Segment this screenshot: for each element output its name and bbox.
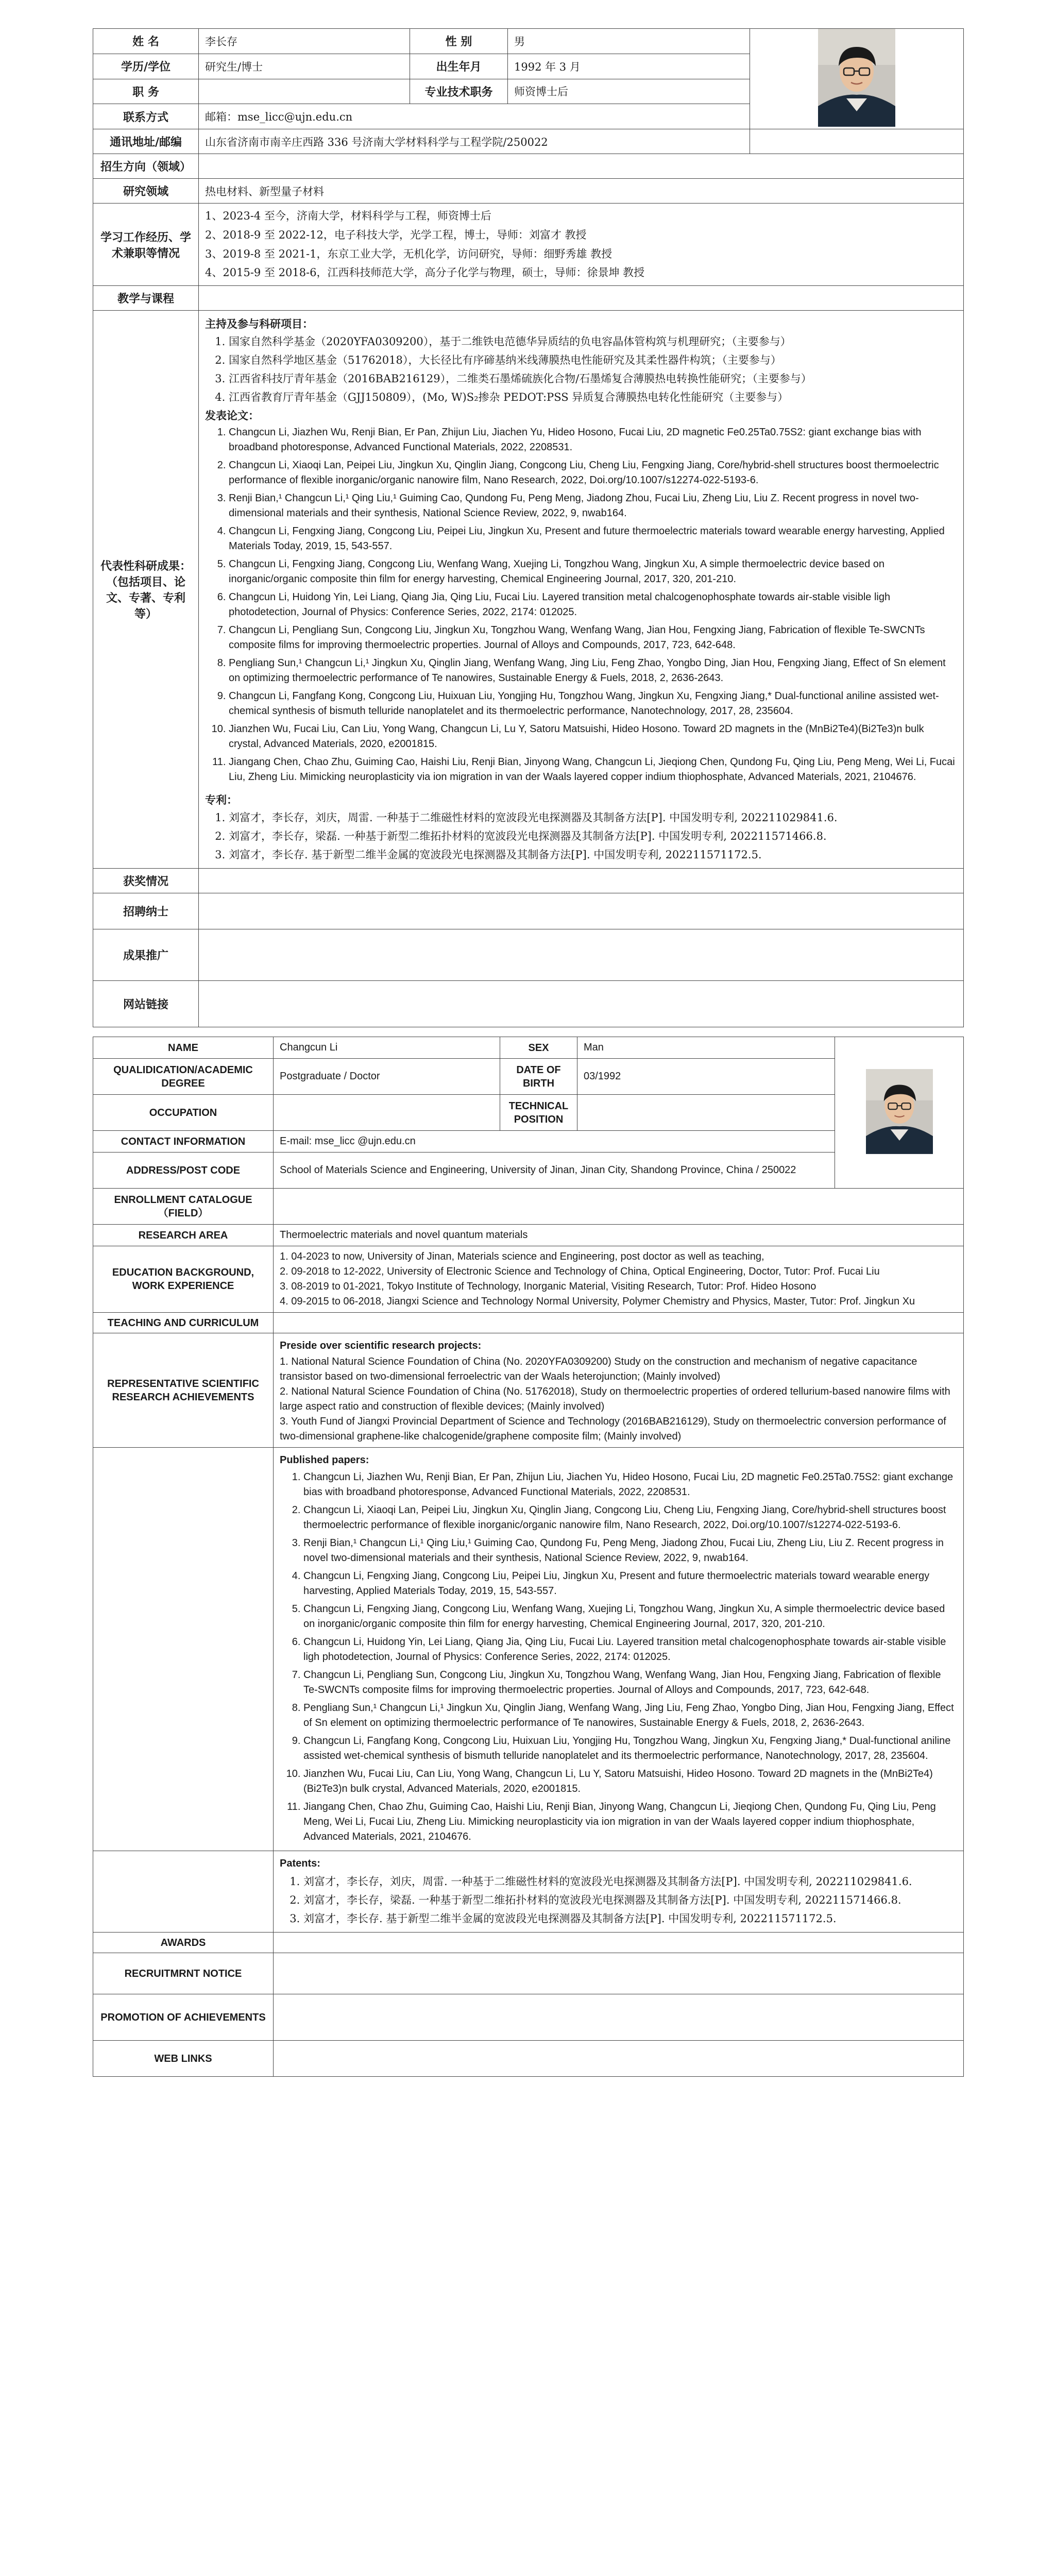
cn-blank-cell bbox=[750, 129, 964, 154]
cn-enroll-label: 招生方向（领域） bbox=[93, 154, 199, 179]
cn-paper-item: 3. Renji Bian,¹ Changcun Li,¹ Qing Liu,¹ Guiming Cao, Qundong Fu, Peng Meng, Jiadong Zhou, Fucai Liu, Zheng Liu, Liu Z. Recent progress in novel two-dimensional materials and their synthesis, National Science Review, 2022, 9, nwab164. bbox=[229, 491, 957, 521]
cn-gender-value: 男 bbox=[508, 29, 750, 54]
en-degree-value: Postgraduate / Doctor bbox=[274, 1059, 500, 1095]
en-papers-list bbox=[280, 1470, 957, 1844]
cn-papers-title: 发表论文： bbox=[205, 409, 259, 422]
cn-title-value bbox=[199, 79, 410, 104]
cn-patent-item: 2. 刘富才，李长存，梁磊. 一种基于新型二维拓扑材料的宽波段光电探测器及其制备方法[P]. 中国发明专利, 202211571466.8. bbox=[229, 828, 957, 843]
cn-links-value bbox=[199, 981, 964, 1027]
en-paper-item: 7. Changcun Li, Pengliang Sun, Congcong Liu, Jingkun Xu, Tongzhou Wang, Wenfang Wang, Jian Hou, Fengxing Jiang, Fabrication of flexible Te-SWCNTs composite films for improving thermoelectric properties. Journal of Alloys and Compounds, 2017, 723, 642-648. bbox=[303, 1668, 957, 1698]
en-paper-item: 8. Pengliang Sun,¹ Changcun Li,¹ Jingkun Xu, Qinglin Jiang, Wenfang Wang, Jing Liu, Feng Zhao, Yongbo Ding, Jian Hou, Fengxing Jiang, Effect of Sn element on optimizing thermoelectric performance of Te nanowires, Sustainable Energy & Fuels, 2018, 2, 2636-2643. bbox=[303, 1701, 957, 1731]
cn-experience-item: 1、2023-4 至今，济南大学，材料科学与工程，师资博士后 bbox=[205, 210, 491, 222]
en-contact-label: CONTACT INFORMATION bbox=[93, 1131, 274, 1153]
cn-promotion-label: 成果推广 bbox=[93, 929, 199, 981]
en-research-label: RESEARCH AREA bbox=[93, 1225, 274, 1246]
en-papers-label-cell bbox=[93, 1448, 274, 1851]
en-paper-item: 11. Jiangang Chen, Chao Zhu, Guiming Cao, Haishi Liu, Renji Bian, Jinyong Wang, Changcun Li, Jieqiong Chen, Qundong Fu, Qing Liu, Peng Meng, Wei Li, Fucai Liu, Zheng Liu. Mimicking neuroplasticity via ion migration in van der Waals layered copper indium thiophosphate, Advanced Materials, 2021, 2104676. bbox=[303, 1800, 957, 1844]
cn-patent-item: 1. 刘富才，李长存，刘庆，周雷. 一种基于二维磁性材料的宽波段光电探测器及其制备方法[P]. 中国发明专利, 202211029841.6. bbox=[229, 809, 957, 825]
cn-title-label: 职 务 bbox=[93, 79, 199, 104]
portrait-photo-icon bbox=[818, 29, 895, 127]
cn-enroll-value bbox=[199, 154, 964, 179]
cn-teaching-label: 教学与课程 bbox=[93, 286, 199, 311]
en-paper-item: 2. Changcun Li, Xiaoqi Lan, Peipei Liu, Jingkun Xu, Qinglin Jiang, Congcong Liu, Cheng Liu, Fengxing Jiang, Core/hybrid-shell structures boost thermoelectric performance of flexible inorganic/organic nanowire film, Nano Research, 2022, Doi.org/10.1007/s12274-022-5193-6. bbox=[303, 1503, 957, 1533]
en-paper-item: 10. Jianzhen Wu, Fucai Liu, Can Liu, Yong Wang, Changcun Li, Lu Y, Satoru Matsuishi, Hideo Hosono. Toward 2D magnets in the (MnBi2Te4)(Bi2Te3)n bulk crystal, Advanced Materials, 2020, e2001815. bbox=[303, 1767, 957, 1797]
en-patents-label-cell bbox=[93, 1851, 274, 1933]
en-paper-item: 4. Changcun Li, Fengxing Jiang, Congcong Liu, Peipei Liu, Jingkun Xu, Present and future thermoelectric materials toward wearable energy harvesting, Applied Materials Today, 2019, 15, 543-557. bbox=[303, 1569, 957, 1599]
en-projects-cell bbox=[274, 1333, 964, 1448]
cn-degree-value: 研究生/博士 bbox=[199, 54, 410, 79]
en-paper-item: 9. Changcun Li, Fangfang Kong, Congcong Liu, Huixuan Liu, Yongjing Hu, Tongzhou Wang, Jingkun Xu, Fengxing Jiang,* Dual-functional aniline assisted wet-chemical synthesis of bismuth telluride nanoplatelet and its thermoelectric performance, Nanotechnology, 2017, 28, 235604. bbox=[303, 1734, 957, 1764]
cn-patents-list bbox=[205, 809, 957, 862]
cn-project-item: 1. 国家自然科学基金（2020YFA0309200），基于二维铁电范德华异质结的负电容晶体管构筑与机理研究；（主要参与） bbox=[229, 333, 957, 349]
en-awards-value bbox=[274, 1933, 964, 1953]
en-address-label: ADDRESS/POST CODE bbox=[93, 1153, 274, 1189]
en-recruit-label: RECRUITMRNT NOTICE bbox=[93, 1953, 274, 1994]
cn-tech-title-value: 师资博士后 bbox=[508, 79, 750, 104]
cn-degree-label: 学历/学位 bbox=[93, 54, 199, 79]
en-projects-title: Preside over scientific research projects: bbox=[280, 1340, 482, 1351]
cn-photo-cell bbox=[750, 29, 964, 129]
en-degree-label: QUALIDICATION/ACADEMIC DEGREE bbox=[93, 1059, 274, 1095]
cn-research-value: 热电材料、新型量子材料 bbox=[199, 179, 964, 204]
cn-name-value: 李长存 bbox=[199, 29, 410, 54]
cn-paper-item: 4. Changcun Li, Fengxing Jiang, Congcong Liu, Peipei Liu, Jingkun Xu, Present and future thermoelectric materials toward wearable energy harvesting, Applied Materials Today, 2019, 15, 543-557. bbox=[229, 524, 957, 554]
en-links-value bbox=[274, 2041, 964, 2077]
cn-experience-item: 4、2015-9 至 2018-6，江西科技师范大学，高分子化学与物理，硕士，导师：徐景坤 教授 bbox=[205, 266, 645, 279]
cn-paper-item: 5. Changcun Li, Fengxing Jiang, Congcong Liu, Wenfang Wang, Xuejing Li, Tongzhou Wang, Jingkun Xu, A simple thermoelectric device based on inorganic/organic composite thin film for energy harvesting, Chemical Engineering Journal, 2017, 320, 201-210. bbox=[229, 557, 957, 587]
cn-research-label: 研究领域 bbox=[93, 179, 199, 204]
cn-resume-table bbox=[93, 28, 964, 1027]
en-technical-value bbox=[577, 1095, 835, 1131]
cn-address-value: 山东省济南市南辛庄西路 336 号济南大学材料科学与工程学院/250022 bbox=[199, 129, 750, 154]
en-paper-item: 3. Renji Bian,¹ Changcun Li,¹ Qing Liu,¹ Guiming Cao, Qundong Fu, Peng Meng, Jiadong Zhou, Fucai Liu, Zheng Liu, Liu Z. Recent progress in novel two-dimensional materials and their synthesis, National Science Review, 2022, 9, nwab164. bbox=[303, 1536, 957, 1566]
en-project-item: 3. Youth Fund of Jiangxi Provincial Department of Science and Technology (2016BAB216129), Study on thermoelectric conversion performance of two-dimensional graphene-like chalcogenide/graphene composite film; (Mainly involved) bbox=[280, 1416, 946, 1442]
en-recruit-value bbox=[274, 1953, 964, 1994]
cn-paper-item: 1. Changcun Li, Jiazhen Wu, Renji Bian, Er Pan, Zhijun Liu, Jiachen Yu, Hideo Hosono, Fucai Liu, 2D magnetic Fe0.25Ta0.75S2: giant exchange bias with broadband photoresponse, Advanced Functional Materials, 2022, 2208531. bbox=[229, 425, 957, 455]
cn-contact-label: 联系方式 bbox=[93, 104, 199, 129]
cn-links-label: 网站链接 bbox=[93, 981, 199, 1027]
en-technical-label: TECHNICAL POSITION bbox=[500, 1095, 577, 1131]
cn-experience-label: 学习工作经历、学术兼职等情况 bbox=[93, 204, 199, 286]
en-education-item: 4. 09-2015 to 06-2018, Jiangxi Science and Technology Normal University, Polymer Chemistry and Physics, Master, Tutor: Prof. Jingkun Xu bbox=[280, 1296, 915, 1307]
en-patents-title: Patents: bbox=[280, 1858, 320, 1869]
cn-project-item: 3. 江西省科技厅青年基金（2016BAB216129），二维类石墨烯硫族化合物/石墨烯复合薄膜热电转换性能研究；（主要参与） bbox=[229, 370, 957, 386]
cn-project-item: 2. 国家自然科学地区基金（51762018），大长径比有序碲基纳米线薄膜热电性能研究及其柔性器件构筑；（主要参与） bbox=[229, 352, 957, 367]
cn-experience-list bbox=[199, 204, 964, 286]
cn-awards-label: 获奖情况 bbox=[93, 869, 199, 893]
cn-achievements-label: 代表性科研成果：（包括项目、论文、专著、专利等） bbox=[93, 311, 199, 869]
cn-paper-item: 8. Pengliang Sun,¹ Changcun Li,¹ Jingkun Xu, Qinglin Jiang, Wenfang Wang, Jing Liu, Feng Zhao, Yongbo Ding, Jian Hou, Fengxing Jiang, Effect of Sn element on optimizing thermoelectric performance of Te nanowires, Sustainable Energy & Fuels, 2018, 2, 2636-2643. bbox=[229, 656, 957, 686]
en-promotion-label: PROMOTION OF ACHIEVEMENTS bbox=[93, 1994, 274, 2041]
en-name-value: Changcun Li bbox=[274, 1037, 500, 1059]
en-patents-list bbox=[280, 1873, 957, 1926]
en-papers-cell bbox=[274, 1448, 964, 1851]
cn-project-item: 4. 江西省教育厅青年基金（GJJ150809），(Mo, W)S₂掺杂 PEDOT:PSS 异质复合薄膜热电转化性能研究（主要参与） bbox=[229, 389, 957, 404]
en-awards-label: AWARDS bbox=[93, 1933, 274, 1953]
en-research-value: Thermoelectric materials and novel quantum materials bbox=[274, 1225, 964, 1246]
cn-birth-value: 1992 年 3 月 bbox=[508, 54, 750, 79]
cn-paper-item: 7. Changcun Li, Pengliang Sun, Congcong Liu, Jingkun Xu, Tongzhou Wang, Wenfang Wang, Jian Hou, Fengxing Jiang, Fabrication of flexible Te-SWCNTs composite films for improving thermoelectric properties. Journal of Alloys and Compounds, 2017, 723, 642-648. bbox=[229, 623, 957, 653]
en-enroll-label: ENROLLMENT CATALOGUE（FIELD） bbox=[93, 1189, 274, 1225]
en-education-item: 1. 04-2023 to now, University of Jinan, Materials science and Engineering, post doctor as well as teaching, bbox=[280, 1251, 764, 1262]
en-photo-cell bbox=[835, 1037, 964, 1189]
en-achievements-label: REPRESENTATIVE SCIENTIFIC RESEARCH ACHIEVEMENTS bbox=[93, 1333, 274, 1448]
cn-recruit-label: 招聘纳士 bbox=[93, 893, 199, 929]
cn-patent-item: 3. 刘富才，李长存. 基于新型二维半金属的宽波段光电探测器及其制备方法[P]. 中国发明专利, 202211571172.5. bbox=[229, 846, 957, 862]
en-name-label: NAME bbox=[93, 1037, 274, 1059]
en-patents-cell bbox=[274, 1851, 964, 1933]
en-paper-item: 5. Changcun Li, Fengxing Jiang, Congcong Liu, Wenfang Wang, Xuejing Li, Tongzhou Wang, Jingkun Xu, A simple thermoelectric device based on inorganic/organic composite thin film for energy harvesting, Chemical Engineering Journal, 2017, 320, 201-210. bbox=[303, 1602, 957, 1632]
cn-projects-list bbox=[205, 333, 957, 404]
en-promotion-value bbox=[274, 1994, 964, 2041]
en-paper-item: 1. Changcun Li, Jiazhen Wu, Renji Bian, Er Pan, Zhijun Liu, Jiachen Yu, Hideo Hosono, Fucai Liu, 2D magnetic Fe0.25Ta0.75S2: giant exchange bias with broadband photoresponse, Advanced Functional Materials, 2022, 2208531. bbox=[303, 1470, 957, 1500]
portrait-photo-icon bbox=[866, 1069, 933, 1154]
en-project-item: 2. National Natural Science Foundation of China (No. 51762018), Study on thermoelectric properties of ordered tellurium-based nanowire films with large aspect ratio and construction of flexible devices; (Mainly involved) bbox=[280, 1386, 950, 1412]
resume-document bbox=[93, 28, 963, 2077]
cn-paper-item: 11. Jiangang Chen, Chao Zhu, Guiming Cao, Haishi Liu, Renji Bian, Jinyong Wang, Changcun Li, Jieqiong Chen, Qundong Fu, Qing Liu, Peng Meng, Wei Li, Fucai Liu, Zheng Liu. Mimicking neuroplasticity via ion migration in van der Waals layered copper indium thiophosphate, Advanced Materials, 2021, 2104676. bbox=[229, 755, 957, 785]
cn-experience-item: 3、2019-8 至 2021-1，东京工业大学，无机化学，访问研究，导师：细野秀雄 教授 bbox=[205, 247, 612, 260]
en-contact-value: E-mail: mse_licc @ujn.edu.cn bbox=[274, 1131, 835, 1153]
en-patent-item: 1. 刘富才，李长存，刘庆，周雷. 一种基于二维磁性材料的宽波段光电探测器及其制备方法[P]. 中国发明专利, 202211029841.6. bbox=[303, 1873, 957, 1889]
en-address-value: School of Materials Science and Engineering, University of Jinan, Jinan City, Shandong Province, China / 250022 bbox=[274, 1153, 835, 1189]
en-sex-value: Man bbox=[577, 1037, 835, 1059]
en-sex-label: SEX bbox=[500, 1037, 577, 1059]
cn-gender-label: 性 别 bbox=[410, 29, 508, 54]
cn-paper-item: 6. Changcun Li, Huidong Yin, Lei Liang, Qiang Jia, Qing Liu, Fucai Liu. Layered transition metal chalcogenophosphate towards air-stable visible ligh photodetection, Journal of Physics: Conference Series, 2022, 2174: 012025. bbox=[229, 590, 957, 620]
cn-birth-label: 出生年月 bbox=[410, 54, 508, 79]
cn-papers-list bbox=[205, 425, 957, 785]
cn-awards-value bbox=[199, 869, 964, 893]
en-birth-label: DATE OF BIRTH bbox=[500, 1059, 577, 1095]
cn-paper-item: 10. Jianzhen Wu, Fucai Liu, Can Liu, Yong Wang, Changcun Li, Lu Y, Satoru Matsuishi, Hideo Hosono. Toward 2D magnets in the (MnBi2Te4)(Bi2Te3)n bulk crystal, Advanced Materials, 2020, e2001815. bbox=[229, 722, 957, 752]
cn-name-label: 姓 名 bbox=[93, 29, 199, 54]
cn-teaching-value bbox=[199, 286, 964, 311]
en-enroll-value bbox=[274, 1189, 964, 1225]
en-education-list bbox=[274, 1246, 964, 1313]
en-links-label: WEB LINKS bbox=[93, 2041, 274, 2077]
en-occupation-value bbox=[274, 1095, 500, 1131]
cn-paper-item: 2. Changcun Li, Xiaoqi Lan, Peipei Liu, Jingkun Xu, Qinglin Jiang, Congcong Liu, Cheng Liu, Fengxing Jiang, Core/hybrid-shell structures boost thermoelectric performance of flexible inorganic/organic nanowire film, Nano Research, 2022, Doi.org/10.1007/s12274-022-5193-6. bbox=[229, 458, 957, 488]
en-teaching-value bbox=[274, 1313, 964, 1333]
cn-projects-title: 主持及参与科研项目： bbox=[205, 317, 313, 330]
cn-experience-item: 2、2018-9 至 2022-12，电子科技大学，光学工程，博士，导师：刘富才 教授 bbox=[205, 228, 587, 241]
en-teaching-label: TEACHING AND CURRICULUM bbox=[93, 1313, 274, 1333]
en-paper-item: 6. Changcun Li, Huidong Yin, Lei Liang, Qiang Jia, Qing Liu, Fucai Liu. Layered transition metal chalcogenophosphate towards air-stable visible ligh photodetection, Journal of Physics: Conference Series, 2022, 2174: 012025. bbox=[303, 1635, 957, 1665]
en-education-label: EDUCATION BACKGROUND, WORK EXPERIENCE bbox=[93, 1246, 274, 1313]
en-education-item: 2. 09-2018 to 12-2022, University of Electronic Science and Technology of China, Optical Engineering, Doctor, Tutor: Prof. Fucai Liu bbox=[280, 1266, 880, 1277]
cn-address-label: 通讯地址/邮编 bbox=[93, 129, 199, 154]
cn-recruit-value bbox=[199, 893, 964, 929]
en-education-item: 3. 08-2019 to 01-2021, Tokyo Institute of Technology, Inorganic Material, Visiting Research, Tutor: Prof. Hideo Hosono bbox=[280, 1281, 816, 1292]
cn-promotion-value bbox=[199, 929, 964, 981]
en-resume-table bbox=[93, 1037, 964, 2077]
en-papers-title: Published papers: bbox=[280, 1454, 369, 1466]
en-occupation-label: OCCUPATION bbox=[93, 1095, 274, 1131]
cn-tech-title-label: 专业技术职务 bbox=[410, 79, 508, 104]
cn-paper-item: 9. Changcun Li, Fangfang Kong, Congcong Liu, Huixuan Liu, Yongjing Hu, Tongzhou Wang, Jingkun Xu, Fengxing Jiang,* Dual-functional aniline assisted wet-chemical synthesis of bismuth telluride nanoplatelet and its thermoelectric performance, Nanotechnology, 2017, 28, 235604. bbox=[229, 689, 957, 719]
cn-contact-value: 邮箱：mse_licc@ujn.edu.cn bbox=[199, 104, 750, 129]
en-patent-item: 2. 刘富才，李长存，梁磊. 一种基于新型二维拓扑材料的宽波段光电探测器及其制备方法[P]. 中国发明专利, 202211571466.8. bbox=[303, 1892, 957, 1907]
cn-achievements-cell bbox=[199, 311, 964, 869]
en-patent-item: 3. 刘富才，李长存. 基于新型二维半金属的宽波段光电探测器及其制备方法[P]. 中国发明专利, 202211571172.5. bbox=[303, 1910, 957, 1926]
cn-patents-title: 专利： bbox=[205, 793, 237, 806]
en-project-item: 1. National Natural Science Foundation of China (No. 2020YFA0309200) Study on the construction and mechanism of negative capacitance transistor based on two-dimensional ferroelectric van der Waals heterojunction; (Mainly involved) bbox=[280, 1356, 917, 1382]
en-birth-value: 03/1992 bbox=[577, 1059, 835, 1095]
